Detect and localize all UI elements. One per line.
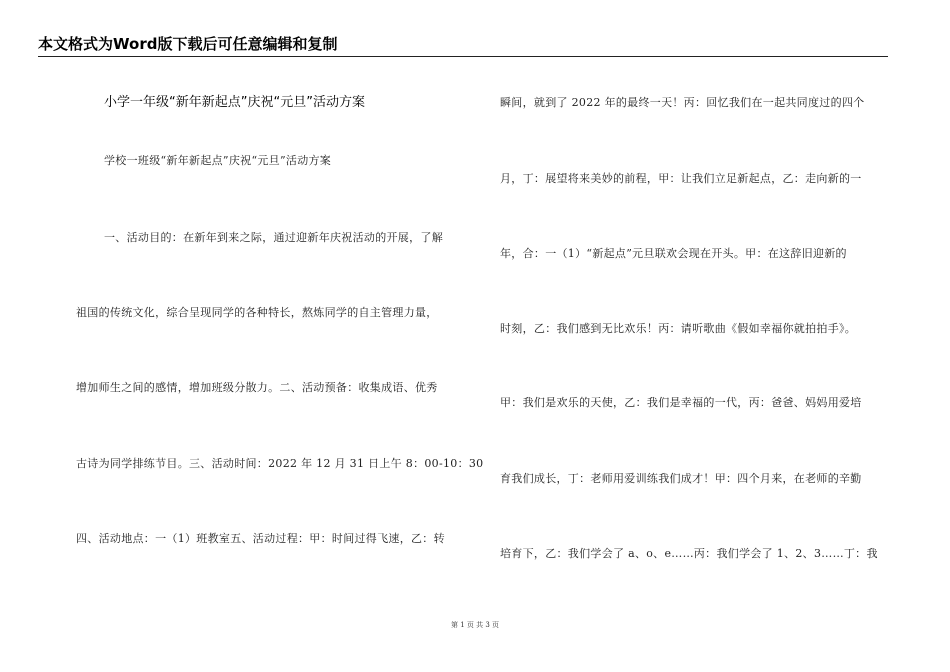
page-footer: 第 1 页 共 3 页 — [450, 621, 500, 629]
right-line-1: 瞬间，就到了 2022 年的最终一天！丙：回忆我们在一起共同度过的四个 — [500, 96, 865, 109]
left-line-5: 古诗为同学排练节目。三、活动时间：2022 年 12 月 31 日上午 8：00-10：30 — [76, 457, 484, 470]
right-line-6: 育我们成长，丁：老师用爱训练我们成才！甲：四个月来，在老师的辛勤 — [500, 472, 862, 485]
left-line-4: 增加师生之间的感情，增加班级分散力。二、活动预备：收集成语、优秀 — [76, 381, 438, 394]
right-line-7: 培育下，乙：我们学会了 a、o、e……丙：我们学会了 1、2、3……丁：我 — [500, 547, 878, 560]
right-line-3: 年，合：一（1）“新起点”元旦联欢会现在开头。甲：在这辞旧迎新的 — [500, 247, 847, 260]
right-line-4: 时刻，乙：我们感到无比欢乐！丙：请听歌曲《假如幸福你就拍拍手》。 — [500, 322, 857, 335]
right-line-2: 月，丁：展望将来美妙的前程，甲：让我们立足新起点，乙：走向新的一 — [500, 172, 862, 185]
right-line-5: 甲：我们是欢乐的天使，乙：我们是幸福的一代，丙：爸爸、妈妈用爱培 — [500, 396, 862, 409]
left-line-3: 祖国的传统文化，综合呈现同学的各种特长，熬炼同学的自主管理力量， — [76, 306, 438, 319]
document-title: 小学一年级“新年新起点”庆祝“元旦”活动方案 — [104, 95, 365, 110]
header-divider — [38, 56, 888, 57]
left-line-2: 一、活动目的：在新年到来之际，通过迎新年庆祝活动的开展，了解 — [104, 231, 443, 244]
document-header-title: 本文格式为Word版下载后可任意编辑和复制 — [38, 35, 338, 53]
left-line-6: 四、活动地点：一（1）班教室五、活动过程：甲：时间过得飞速，乙：转 — [76, 532, 445, 545]
left-line-1: 学校一班级“新年新起点”庆祝“元旦”活动方案 — [104, 154, 332, 167]
